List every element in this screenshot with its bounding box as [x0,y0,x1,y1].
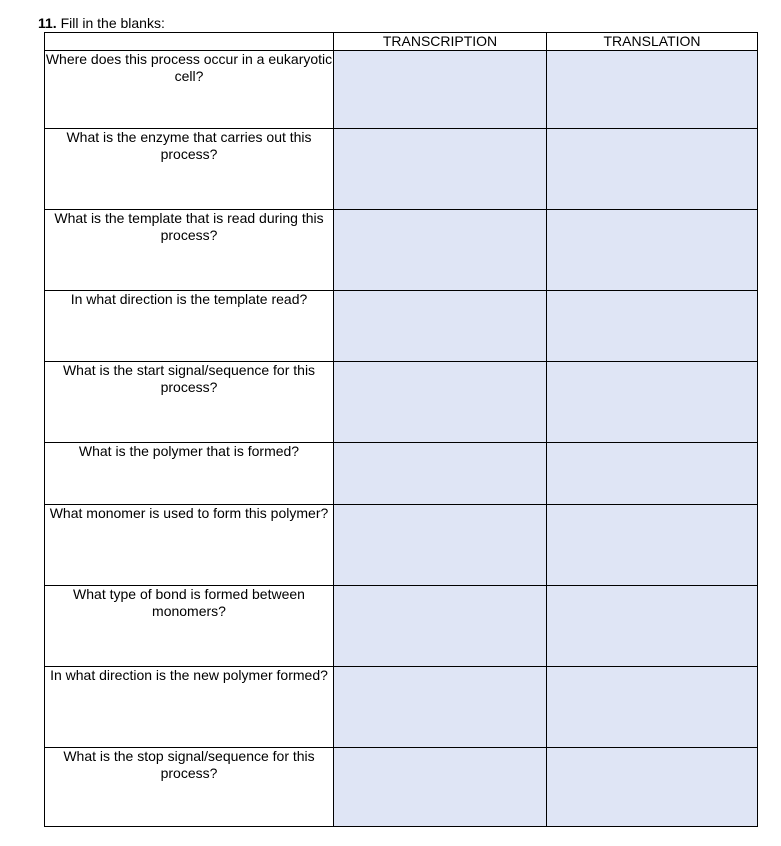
question-cell: Where does this process occur in a eukaryotic cell? [45,51,334,129]
transcription-answer-field[interactable] [334,291,547,362]
question-cell: What monomer is used to form this polymer? [45,505,334,586]
question-cell: What is the stop signal/sequence for this process? [45,748,334,827]
question-cell: What is the start signal/sequence for this process? [45,362,334,443]
question-cell: What is the template that is read during this process? [45,210,334,291]
translation-answer-field[interactable] [547,51,758,129]
translation-answer-field[interactable] [547,210,758,291]
transcription-answer-field[interactable] [334,51,547,129]
header-translation: TRANSLATION [547,33,758,51]
table-row [45,748,758,827]
translation-answer-field[interactable] [547,505,758,586]
question-cell: In what direction is the new polymer formed? [45,667,334,748]
question-number: 11. [38,15,57,31]
table-header-row [45,33,758,51]
question-instruction: Fill in the blanks: [56,15,165,31]
header-transcription: TRANSCRIPTION [334,33,547,51]
transcription-answer-field[interactable] [334,443,547,505]
question-title [38,15,165,32]
transcription-answer-field[interactable] [334,129,547,210]
table-row [45,129,758,210]
translation-answer-field[interactable] [547,362,758,443]
transcription-answer-field[interactable] [334,748,547,827]
transcription-answer-field[interactable] [334,505,547,586]
translation-answer-field[interactable] [547,748,758,827]
question-cell: What is the enzyme that carries out this process? [45,129,334,210]
table-row [45,210,758,291]
translation-answer-field[interactable] [547,667,758,748]
table-row [45,291,758,362]
question-cell: In what direction is the template read? [45,291,334,362]
question-cell: What type of bond is formed between monomers? [45,586,334,667]
table-row [45,586,758,667]
fill-in-table [44,32,758,827]
transcription-answer-field[interactable] [334,667,547,748]
question-cell: What is the polymer that is formed? [45,443,334,505]
header-blank-cell [45,33,334,51]
table-row [45,443,758,505]
table-row [45,362,758,443]
transcription-answer-field[interactable] [334,586,547,667]
translation-answer-field[interactable] [547,291,758,362]
table-row [45,51,758,129]
table-row [45,667,758,748]
translation-answer-field[interactable] [547,443,758,505]
table-row [45,505,758,586]
translation-answer-field[interactable] [547,129,758,210]
translation-answer-field[interactable] [547,586,758,667]
transcription-answer-field[interactable] [334,210,547,291]
transcription-answer-field[interactable] [334,362,547,443]
